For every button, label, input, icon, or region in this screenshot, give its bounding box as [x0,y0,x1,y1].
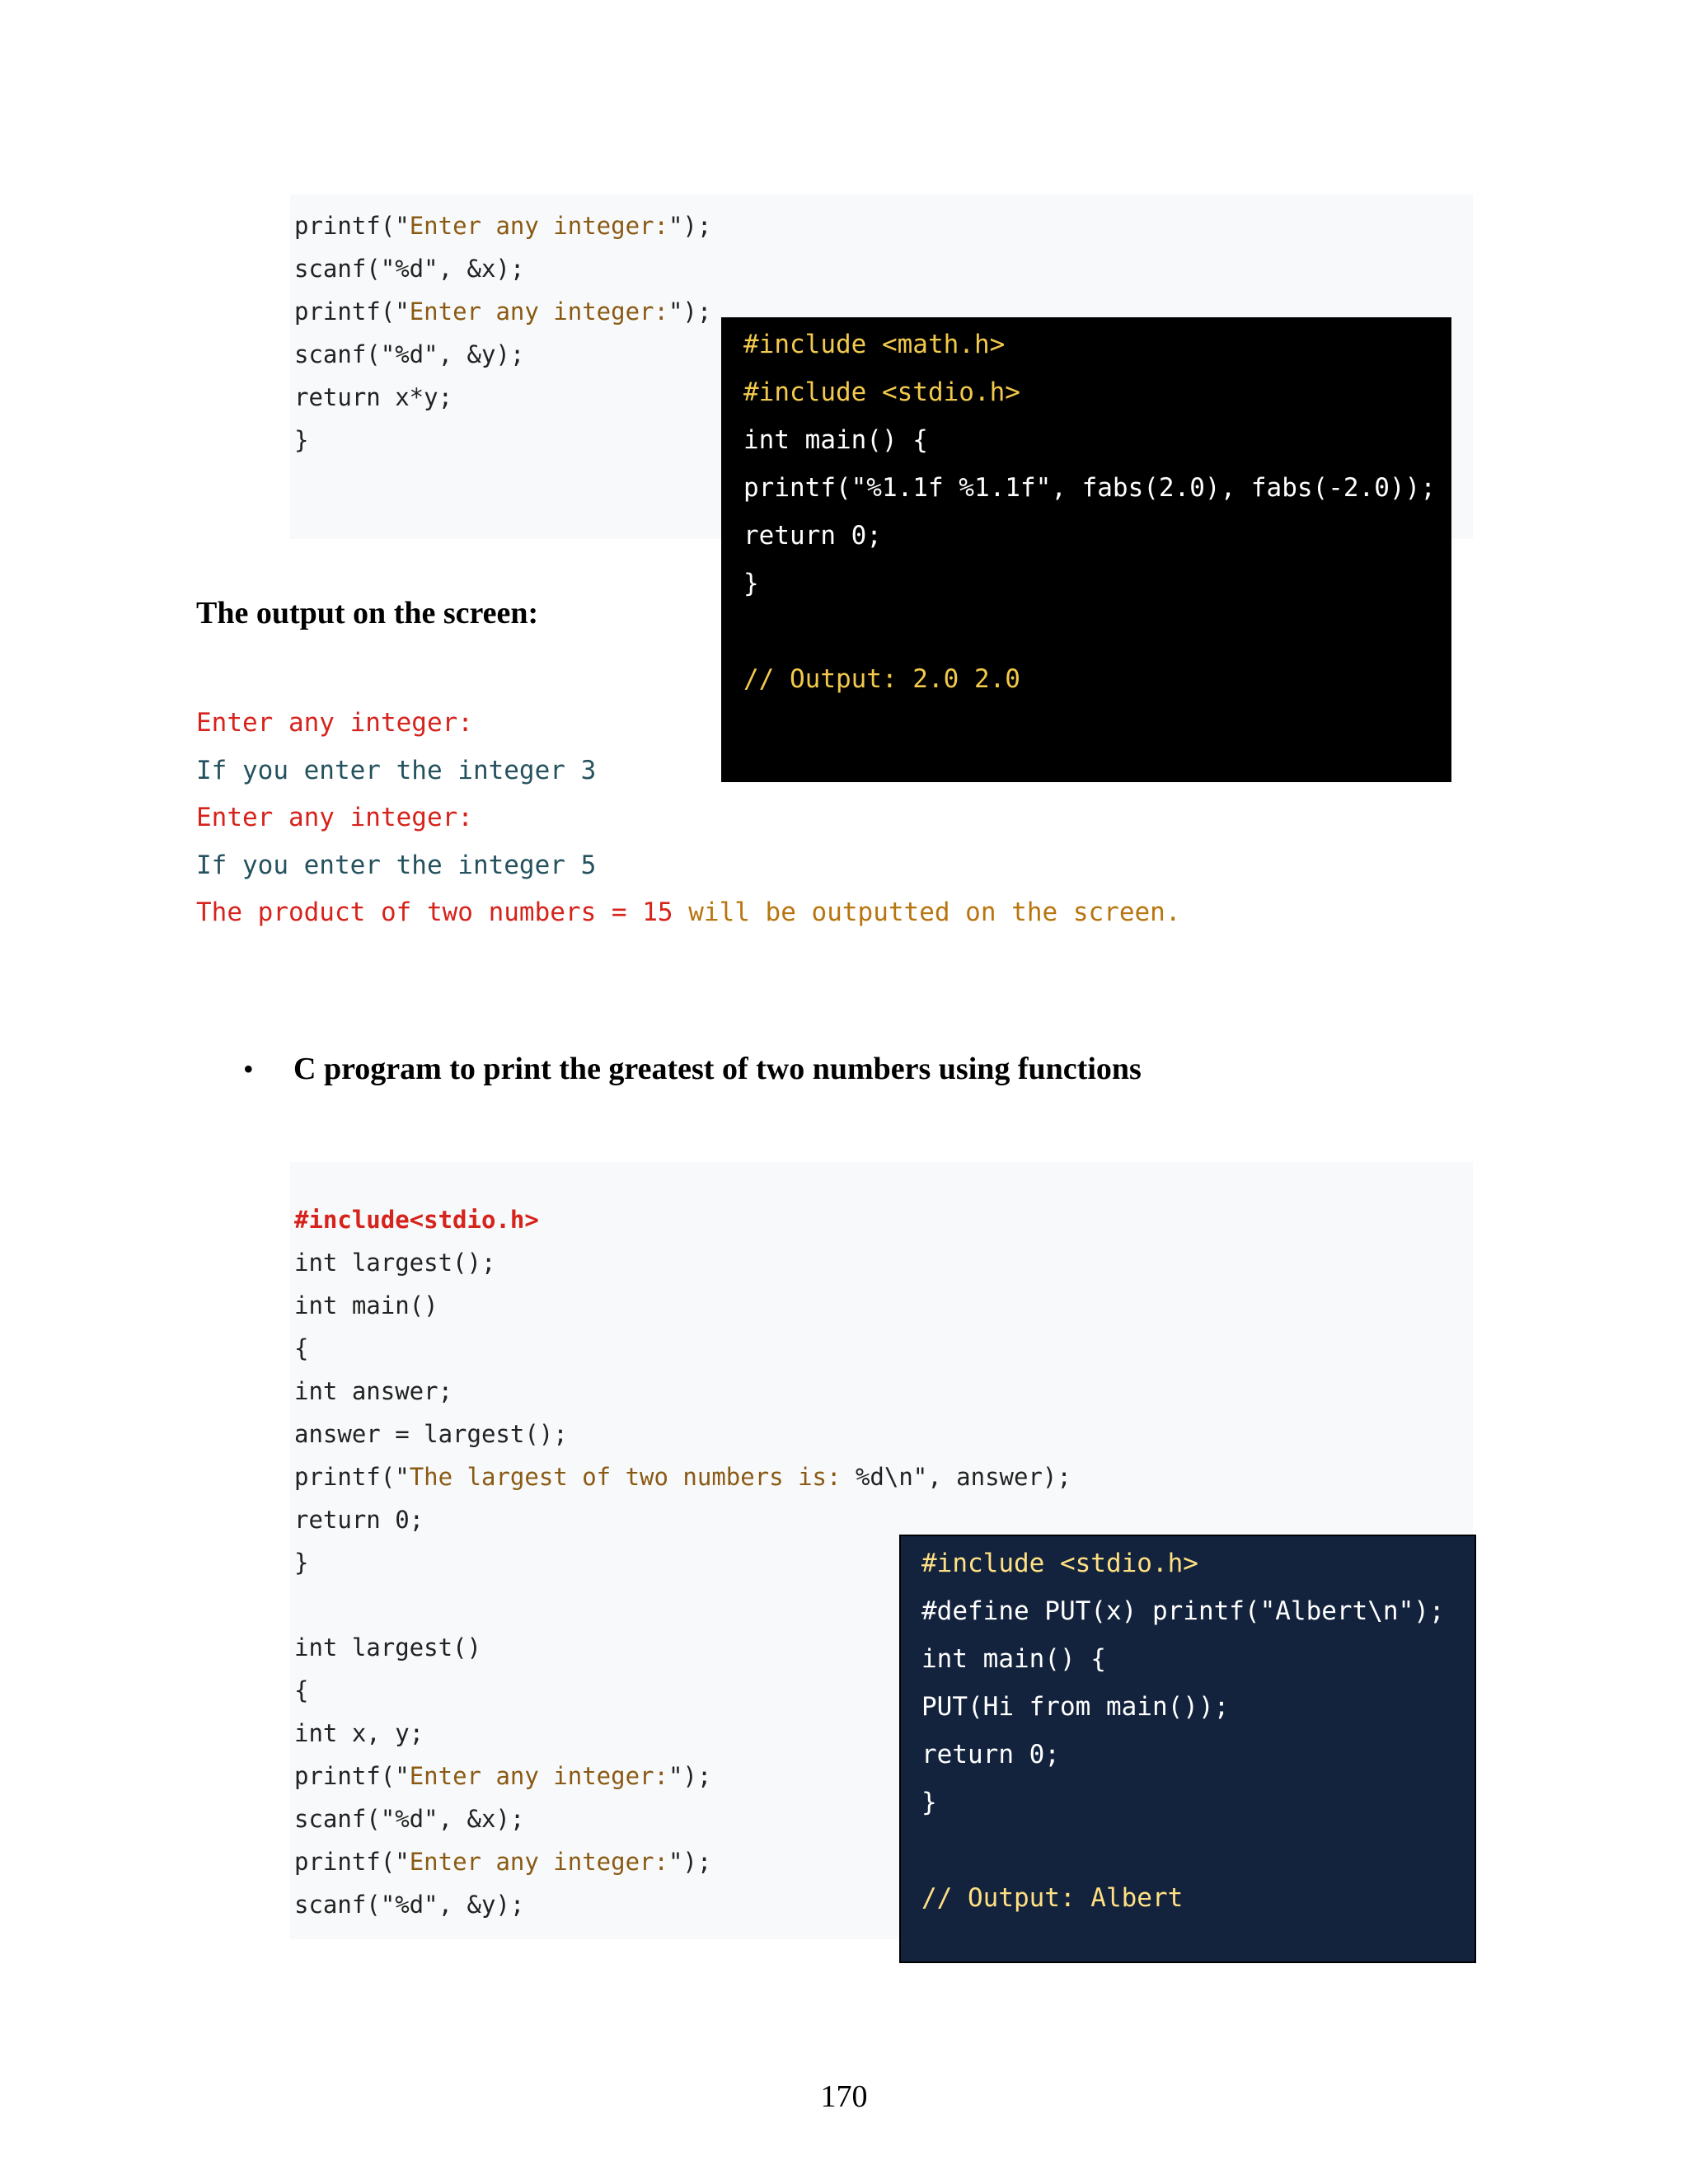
output-line: Enter any integer: [196,803,473,832]
section-heading: C program to print the greatest of two numbers using functions [293,1052,1142,1086]
code-line: #include <stdio.h> [743,377,1020,407]
code-line: printf("Enter any integer:"); [294,212,712,240]
code-line: printf("Enter any integer:"); [294,298,712,326]
math-example-code-box [721,317,1451,782]
code-include: #include<stdio.h> [294,1206,539,1234]
code-line: { [294,1334,309,1362]
code-line: return 0; [294,1506,424,1534]
code-line: return 0; [743,521,882,551]
code-line: #include <stdio.h> [921,1549,1198,1578]
bullet-marker: • [243,1052,254,1085]
code-line: int main() { [921,1644,1106,1674]
code-line: return 0; [921,1740,1060,1769]
page-number: 170 [820,2079,868,2114]
code-line: PUT(Hi from main()); [921,1692,1230,1722]
code-line: scanf("%d", &x); [294,1805,525,1833]
code-line: { [294,1676,309,1704]
code-line: scanf("%d", &y); [294,1891,525,1919]
code-line: int x, y; [294,1719,424,1747]
output-line: If you enter the integer 5 [196,851,597,880]
code-line: int main() { [743,425,928,455]
code-line: #define PUT(x) printf("Albert\n"); [921,1596,1445,1626]
code-line: scanf("%d", &x); [294,255,525,283]
code-comment: // Output: Albert [921,1883,1184,1913]
code-line: answer = largest(); [294,1420,568,1448]
code-line: } [921,1788,937,1817]
code-line: int main() [294,1291,438,1319]
code-line: int largest(); [294,1249,496,1277]
code-line: int largest() [294,1633,481,1661]
code-line: #include <math.h> [743,330,1006,359]
macro-example-code-box [899,1535,1476,1963]
output-heading: The output on the screen: [196,596,539,630]
code-line: printf("The largest of two numbers is: %d\n", answer); [294,1463,1071,1491]
code-comment: // Output: 2.0 2.0 [743,664,1020,694]
code-line: } [743,569,759,598]
code-line: int answer; [294,1377,453,1405]
output-line: If you enter the integer 3 [196,756,597,785]
code-line: printf("%1.1f %1.1f", fabs(2.0), fabs(-2.0)); [743,473,1436,503]
code-line: printf("Enter any integer:"); [294,1762,712,1790]
code-line: return x*y; [294,383,453,411]
output-line: Enter any integer: [196,708,473,738]
code-line: } [294,426,309,454]
output-line: The product of two numbers = 15 will be outputted on the screen. [196,898,1181,927]
code-line: } [294,1549,309,1577]
code-line: scanf("%d", &y); [294,340,525,368]
code-line: printf("Enter any integer:"); [294,1848,712,1876]
